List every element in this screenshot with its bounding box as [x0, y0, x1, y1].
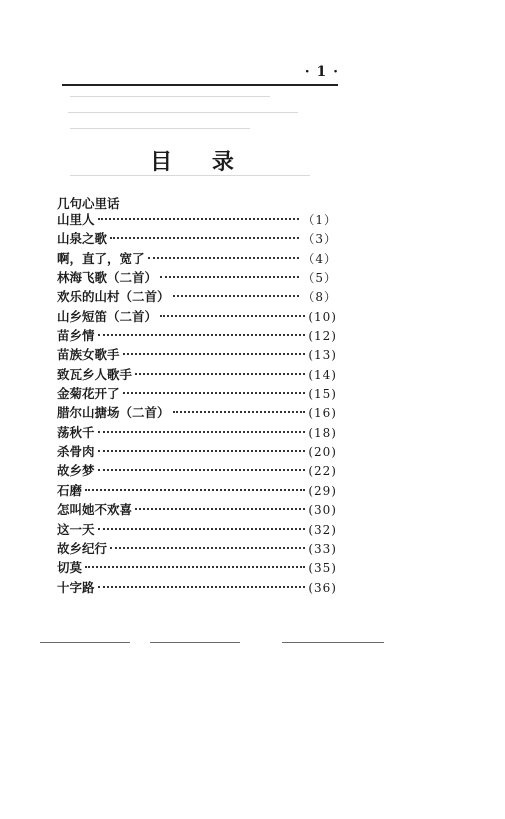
toc-entry — [57, 539, 337, 558]
toc-entry — [57, 403, 337, 422]
toc-entry — [57, 461, 337, 480]
toc-entry-title: 金菊花开了 — [57, 386, 120, 402]
toc-entry-page: （4） — [302, 251, 337, 266]
toc-entry-title: 啊，直了，宽了 — [57, 250, 145, 266]
toc-entry — [57, 442, 337, 461]
dot-leader — [148, 257, 300, 259]
dot-leader — [98, 586, 306, 588]
toc-entry-page: （5） — [302, 271, 337, 286]
toc-entry-title: 欢乐的山村（二首） — [57, 289, 170, 305]
toc-entry-page: (13) — [308, 348, 337, 363]
dot-leader — [110, 547, 305, 549]
toc-entry — [57, 307, 337, 326]
toc-entry-page: （1） — [302, 213, 337, 227]
toc-entry-title: 故乡梦 — [57, 463, 95, 479]
dot-leader — [85, 489, 305, 491]
page-title: 目 录 — [150, 150, 250, 175]
dot-leader — [85, 566, 305, 568]
footer-rule — [150, 642, 240, 643]
footer-rule — [282, 642, 384, 643]
toc-list — [57, 210, 337, 597]
toc-entry-page: （3） — [302, 232, 337, 247]
dot-leader — [123, 353, 306, 355]
page-number: · 1 · — [304, 64, 339, 80]
toc-entry-title: 致瓦乡人歌手 — [57, 366, 133, 382]
toc-entry-title: 这一天 — [57, 521, 95, 537]
toc-entry-page: (14) — [308, 367, 337, 382]
toc-entry-title: 苗乡情 — [57, 328, 95, 344]
toc-entry — [57, 578, 337, 597]
toc-entry — [57, 326, 337, 345]
toc-entry-title: 怎叫她不欢喜 — [57, 502, 133, 518]
toc-entry-page: (16) — [308, 406, 337, 421]
toc-entry-page: (30) — [308, 503, 337, 518]
toc-entry-page: (29) — [308, 483, 337, 498]
footer-rule — [40, 642, 130, 643]
toc-entry-page: (35) — [308, 561, 337, 576]
toc-entry-title: 山里人 — [57, 212, 95, 227]
toc-entry — [57, 365, 337, 384]
toc-entry-page: (10) — [308, 309, 337, 324]
toc-entry — [57, 268, 337, 287]
dot-leader — [98, 218, 300, 220]
bleed-through-line — [70, 96, 270, 97]
toc-entry — [57, 520, 337, 539]
toc-entry-page: (36) — [308, 580, 337, 595]
dot-leader — [98, 450, 306, 452]
toc-entry-title: 故乡纪行 — [57, 540, 108, 556]
toc-entry-page: （8） — [302, 290, 337, 305]
toc-entry — [57, 249, 337, 268]
toc-entry-title: 林海飞歌（二首） — [57, 270, 158, 286]
toc-entry-title: 杀骨肉 — [57, 444, 95, 460]
header-rule — [62, 84, 338, 86]
toc-entry-page: (15) — [308, 387, 337, 402]
toc-entry-title: 腊尔山搪场（二首） — [57, 405, 170, 421]
dot-leader — [173, 295, 300, 297]
toc-entry — [57, 384, 337, 403]
dot-leader — [98, 334, 306, 336]
toc-entry — [57, 423, 337, 442]
dot-leader — [98, 528, 306, 530]
dot-leader — [160, 315, 305, 317]
dot-leader — [173, 411, 306, 413]
toc-entry — [57, 558, 337, 577]
toc-entry — [57, 229, 337, 248]
toc-entry — [57, 481, 337, 500]
section-heading: 几句心里话 — [57, 196, 120, 211]
dot-leader — [98, 431, 306, 433]
toc-entry-title: 切莫 — [57, 560, 83, 576]
toc-entry-page: (32) — [308, 522, 337, 537]
toc-entry — [57, 345, 337, 364]
toc-entry — [57, 500, 337, 519]
dot-leader — [135, 373, 305, 375]
toc-entry-title: 山泉之歌 — [57, 231, 108, 247]
dot-leader — [98, 469, 306, 471]
toc-entry — [57, 210, 337, 229]
toc-entry-title: 荡秋千 — [57, 424, 95, 440]
dot-leader — [110, 237, 299, 239]
bleed-through-line — [70, 128, 250, 129]
toc-entry-title: 山乡短笛（二首） — [57, 308, 158, 324]
toc-entry-title: 石磨 — [57, 482, 83, 498]
toc-entry-title: 苗族女歌手 — [57, 347, 120, 363]
bleed-through-line — [68, 112, 298, 113]
dot-leader — [123, 392, 306, 394]
dot-leader — [135, 508, 305, 510]
dot-leader — [160, 276, 299, 278]
toc-entry-page: (22) — [308, 464, 337, 479]
toc-entry-page: (33) — [308, 541, 337, 556]
toc-entry-title: 十字路 — [57, 579, 95, 595]
toc-entry-page: (18) — [308, 425, 337, 440]
toc-entry — [57, 287, 337, 306]
toc-entry-page: (12) — [308, 329, 337, 344]
toc-entry-page: (20) — [308, 445, 337, 460]
